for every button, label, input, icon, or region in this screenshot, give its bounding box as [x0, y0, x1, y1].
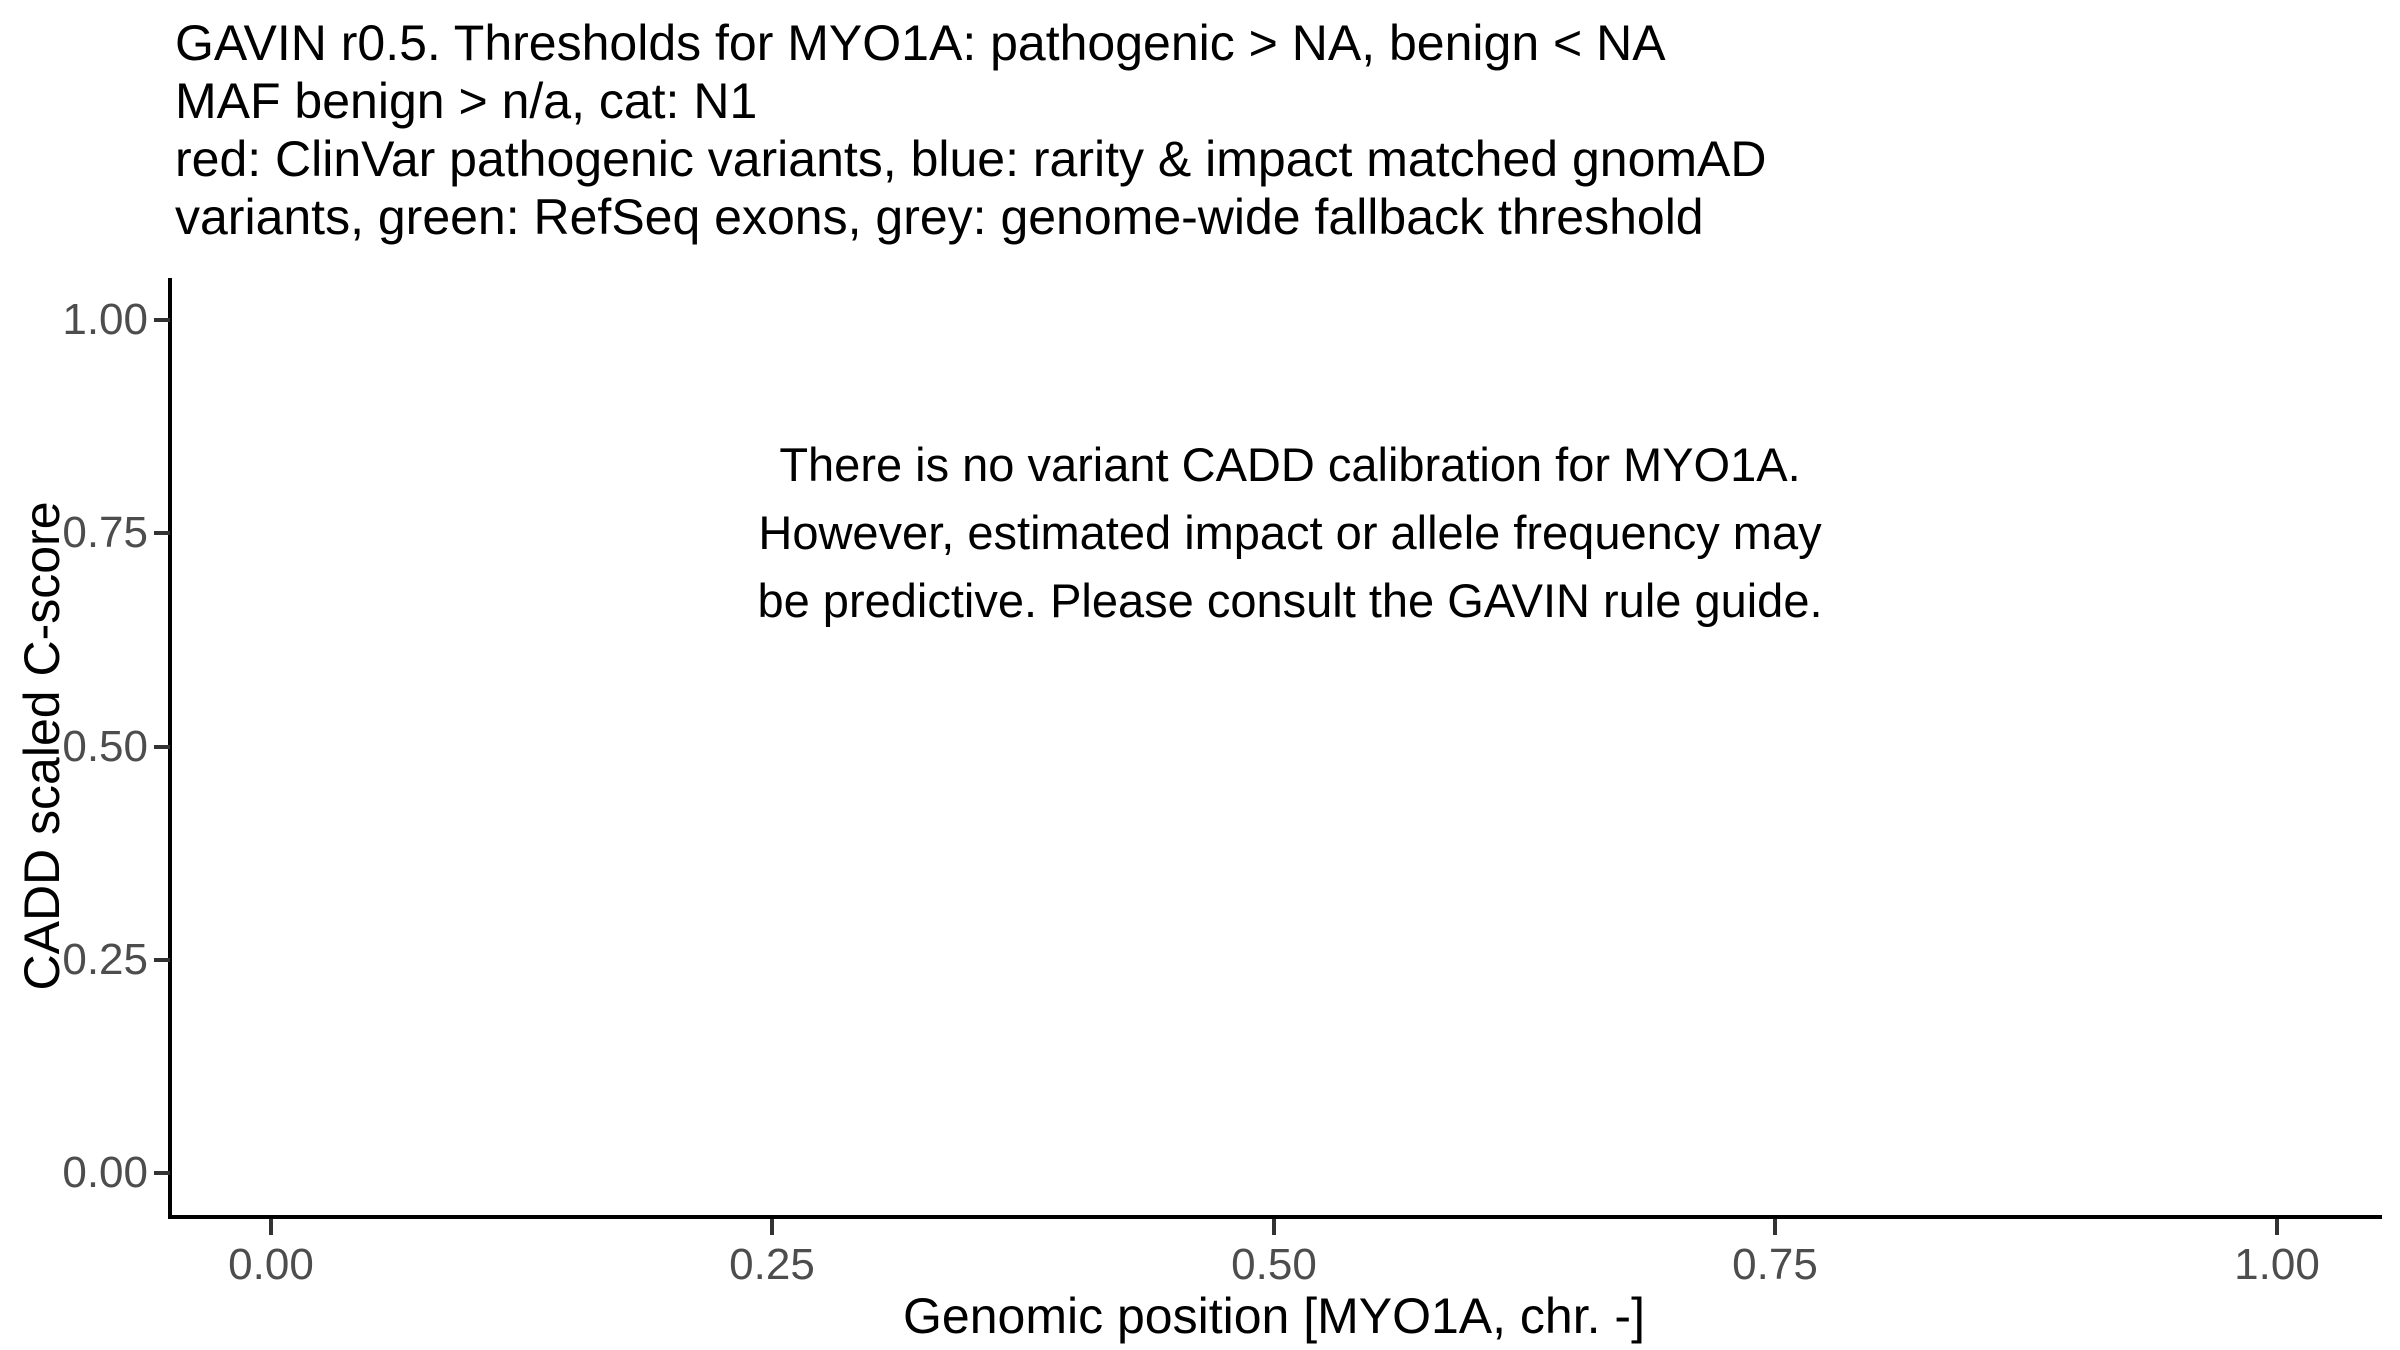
plot-title-line-2: MAF benign > n/a, cat: N1 [175, 73, 758, 129]
y-tick-label: 0.75 [62, 508, 148, 557]
y-tick-label: 0.50 [62, 722, 148, 771]
y-tick-mark [154, 318, 170, 322]
x-tick-label: 1.00 [2234, 1240, 2320, 1289]
y-tick-label: 0.00 [62, 1148, 148, 1197]
y-tick-label: 0.25 [62, 935, 148, 984]
x-tick-mark [770, 1219, 774, 1235]
y-tick-label: 1.00 [62, 295, 148, 344]
y-tick-mark [154, 745, 170, 749]
plot-title-line-3: red: ClinVar pathogenic variants, blue: rarity & impact matched gnomAD [175, 131, 1767, 187]
x-tick-label: 0.00 [228, 1240, 314, 1289]
no-calibration-annotation [590, 431, 1990, 635]
x-tick-mark [1773, 1219, 1777, 1235]
x-tick-label: 0.25 [729, 1240, 815, 1289]
y-tick-mark [154, 1171, 170, 1175]
y-tick-mark [154, 958, 170, 962]
x-tick-mark [269, 1219, 273, 1235]
x-tick-label: 0.75 [1732, 1240, 1818, 1289]
plot-title [175, 14, 1766, 246]
x-tick-mark [1272, 1219, 1276, 1235]
plot-title-line-4: variants, green: RefSeq exons, grey: genome-wide fallback threshold [175, 189, 1704, 245]
y-tick-mark [154, 531, 170, 535]
annotation-line-3: be predictive. Please consult the GAVIN rule guide. [757, 574, 1823, 627]
annotation-line-1: There is no variant CADD calibration for MYO1A. [779, 438, 1801, 491]
plot-title-line-1: GAVIN r0.5. Thresholds for MYO1A: pathogenic > NA, benign < NA [175, 15, 1666, 71]
x-tick-mark [2275, 1219, 2279, 1235]
x-axis-title: Genomic position [MYO1A, chr. -] [903, 1288, 1645, 1344]
x-tick-label: 0.50 [1231, 1240, 1317, 1289]
annotation-line-2: However, estimated impact or allele frequency may [758, 506, 1822, 559]
y-axis-title: CADD scaled C-score [14, 501, 70, 991]
